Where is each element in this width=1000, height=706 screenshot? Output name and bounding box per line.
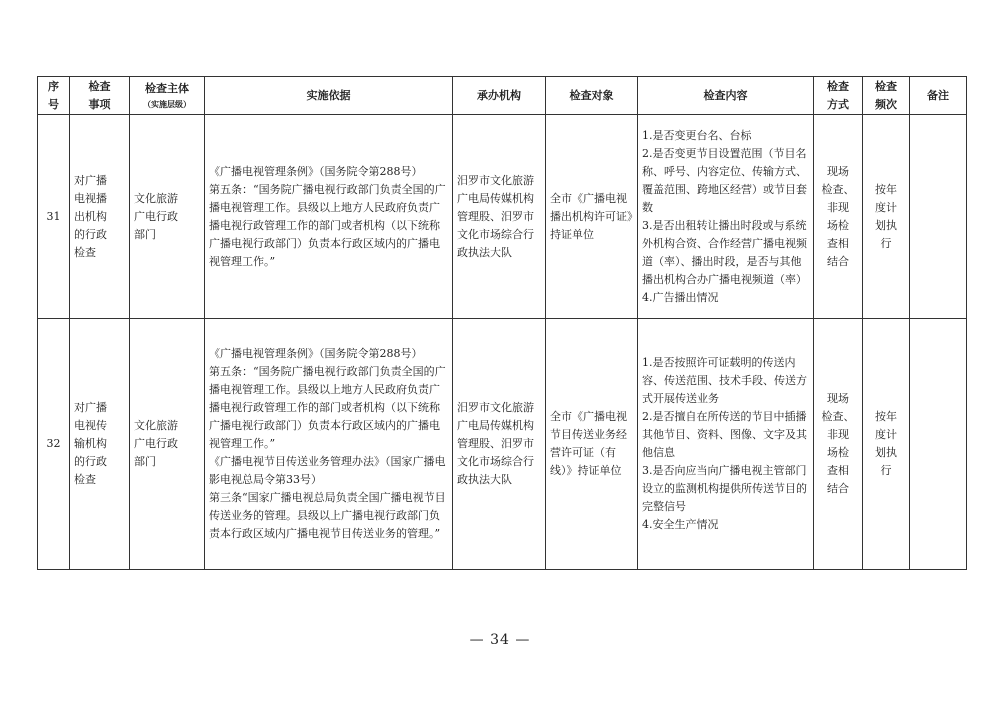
cell-basis: 《广播电视管理条例》（国务院令第288号） 第五条：“国务院广播电视行政部门负责全国的广播电视管理工作。县级以上地方人民政府负责广播电视行政管理工作的部门或者机构（以下统称广播电视行政部门）负责本行政区域内的广播电视管理工作。” [205,115,453,319]
cell-method: 现场 检查、 非现 场检 查相 结合 [814,115,863,319]
cell-remark [910,115,967,319]
inspection-table [37,76,967,570]
cell-content: 1.是否按照许可证载明的传送内容、传送范围、技术手段、传送方式开展传送业务 2.是否擅自在所传送的节目中插播其他节目、资料、图像、文字及其他信息 3.是否向应当向广播电视主管部门设立的监测机构提供所传送节目的完整信号 4.安全生产情况 [638,319,814,570]
header-subject-label: 检查主体 [145,82,189,95]
header-frequency: 检查 频次 [863,77,910,115]
cell-method: 现场 检查、 非现 场检 查相 结合 [814,319,863,570]
header-method: 检查 方式 [814,77,863,115]
header-content: 检查内容 [638,77,814,115]
header-object: 检查对象 [546,77,638,115]
cell-content: 1.是否变更台名、台标 2.是否变更节目设置范围（节目名称、呼号、内容定位、传输方式、覆盖范围、跨地区经营）或节目套数 3.是否出租转让播出时段或与系统外机构合资、合作经营广播电视频道（率）、播出时段，是否与其他播出机构合办广播电视频道（率） 4.广告播出情况 [638,115,814,319]
header-agency: 承办机构 [453,77,546,115]
cell-agency: 汨罗市文化旅游广电局传媒机构管理股、汨罗市文化市场综合行政执法大队 [453,115,546,319]
header-remark: 备注 [910,77,967,115]
cell-seq: 32 [38,319,70,570]
cell-seq: 31 [38,115,70,319]
cell-agency: 汨罗市文化旅游广电局传媒机构管理股、汨罗市文化市场综合行政执法大队 [453,319,546,570]
page-number: — 34 — [469,632,531,648]
cell-remark [910,319,967,570]
table-row [38,319,967,570]
header-subject-note: （实施层级） [143,100,191,109]
header-subject [130,77,205,115]
cell-item: 对广播 电视传 输机构 的行政 检查 [70,319,130,570]
header-item: 检查 事项 [70,77,130,115]
cell-frequency: 按年 度计 划执 行 [863,319,910,570]
cell-subject: 文化旅游 广电行政 部门 [130,115,205,319]
header-basis: 实施依据 [205,77,453,115]
cell-object: 全市《广播电视节目传送业务经营许可证（有线）》持证单位 [546,319,638,570]
header-seq: 序 号 [38,77,70,115]
cell-frequency: 按年 度计 划执 行 [863,115,910,319]
cell-subject: 文化旅游 广电行政 部门 [130,319,205,570]
cell-object: 全市《广播电视播出机构许可证》持证单位 [546,115,638,319]
cell-basis: 《广播电视管理条例》（国务院令第288号） 第五条：“国务院广播电视行政部门负责全国的广播电视管理工作。县级以上地方人民政府负责广播电视行政管理工作的部门或者机构（以下统称广播电视行政部门）负责本行政区域内的广播电视管理工作。” 《广播电视节目传送业务管理办法》（国家广播电影电视总局令第33号） 第三条“国家广播电视总局负责全国广播电视节目传送业务的管理。县级以上广播电视行政部门负责本行政区域内广播电视节目传送业务的管理。” [205,319,453,570]
table-header-row [38,77,967,115]
cell-item: 对广播 电视播 出机构 的行政 检查 [70,115,130,319]
table-row [38,115,967,319]
